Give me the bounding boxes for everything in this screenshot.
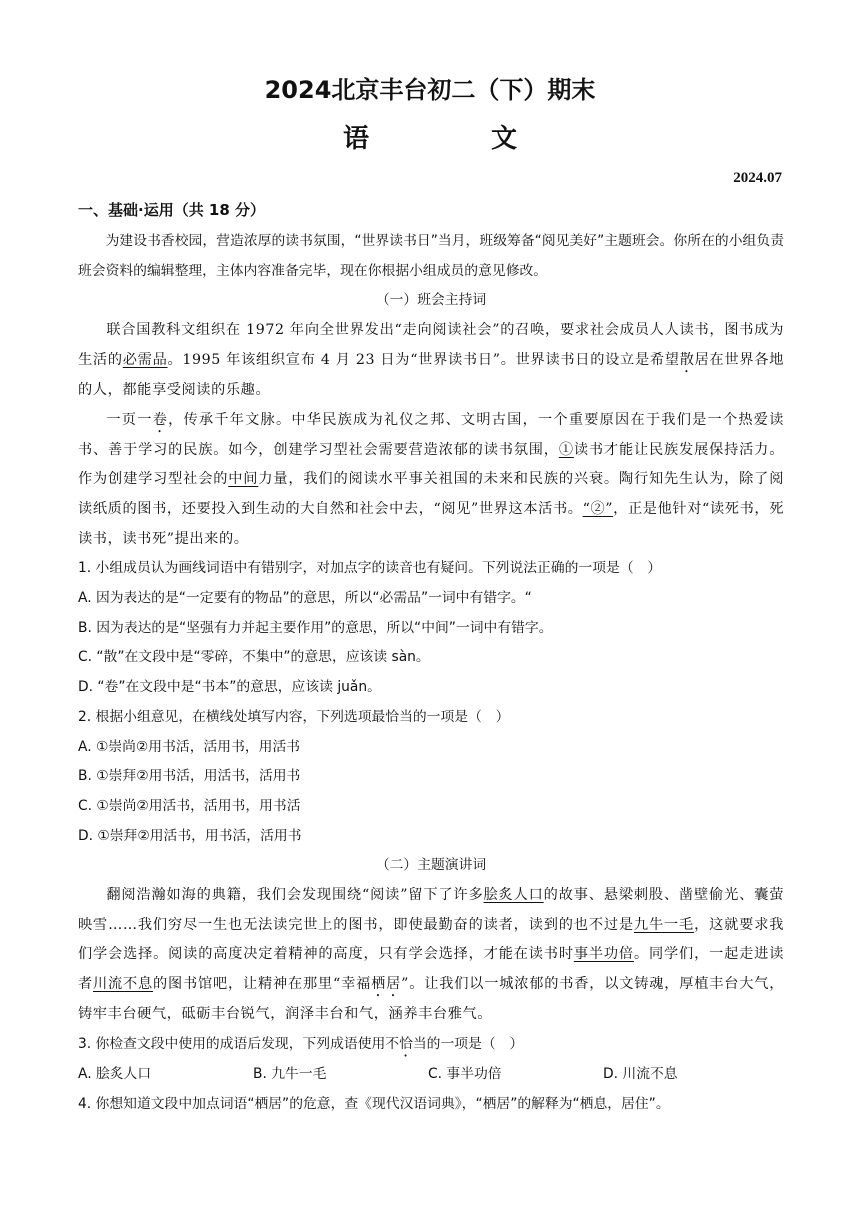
question-1-option-b: B. 因为表达的是“坚强有力并起主要作用”的意思，所以“中间”一词中有错字。 <box>78 619 553 636</box>
part1-title: （一）班会主持词 <box>375 292 487 309</box>
part2-title: （二）主题演讲词 <box>375 857 487 874</box>
question-3-option-d: D. 川流不息 <box>603 1065 678 1082</box>
dotted-char: 卷 <box>152 411 169 428</box>
question-1-option-a: A. 因为表达的是“一定要有的物品”的意思，所以“必需品”一词中有错字。“ <box>78 590 532 607</box>
section-heading: 一、基础·运用（共 18 分） <box>78 201 266 219</box>
exam-title: 2024北京丰台初二（下）期末 <box>264 76 596 104</box>
question-3-options <box>78 1060 784 1090</box>
blank-2: “②” <box>582 500 614 517</box>
question-3-stem: 3. 你检查文段中使用的成语后发现，下列成语使用不恰当的一项是（ ） <box>78 1035 524 1052</box>
document-body <box>78 227 784 1119</box>
underlined-word: 中间 <box>228 471 259 488</box>
question-2-option-b: B. ①崇拜②用书活，用活书，活用书 <box>78 768 301 785</box>
underlined-idiom: 脍炙人口 <box>483 887 544 904</box>
subject-title: 语 文 <box>342 124 565 154</box>
question-2-stem: 2. 根据小组意见，在横线处填写内容，下列选项最恰当的一项是（ ） <box>78 708 510 725</box>
dotted-char: 恰 <box>399 1035 413 1052</box>
underlined-idiom: 川流不息 <box>93 976 154 993</box>
question-1-option-c: C. “散”在文段中是“零碎，不集中”的意思，应该读 sàn。 <box>78 649 430 666</box>
question-1-option-d: D. “卷”在文段中是“书本”的意思，应该读 juǎn。 <box>78 679 381 696</box>
blank-1: ① <box>558 441 574 458</box>
question-4-stem: 4. 你想知道文段中加点词语“栖居”的危意，查《现代汉语词典》，“栖居”的解释为“栖息，居住”。 <box>78 1095 670 1112</box>
exam-date: 2024.07 <box>733 170 782 186</box>
dotted-char: 散 <box>679 351 695 368</box>
host-paragraph-1: 联合国教科文组织在 1972 年向全世界发出“走向阅读社会”的召唤，要求社会成员人人读书，图书成为生活的必需品。1995 年该组织宣布 4 月 23 日为“世界读书日”。世界读书日的设立是希望散居在世界各地的人，都能享受阅读的乐趣。 <box>78 322 784 398</box>
host-paragraph-2: 一页一卷，传承千年文脉。中华民族成为礼仪之邦、文明古国，一个重要原因在于我们是一个热爱读书、善于学习的民族。如今，创建学习型社会需要营造浓郁的读书氛围，①读书才能让民族发展保持活力。作为创建学习型社会的中间力量，我们的阅读水平事关祖国的未来和民族的兴衰。陶行知先生认为，除了阅读纸质的图书，还要投入到生动的大自然和社会中去，“阅见”世界这本活书。“②”，正是他针对“读死书，死读书，读书死”提出来的。 <box>78 411 785 547</box>
intro-paragraph: 为建设书香校园，营造浓厚的读书氛围，“世界读书日”当月，班级筹备“阅见美好”主题班会。你所在的小组负责班会资料的编辑整理，主体内容准备完毕，现在你根据小组成员的意见修改。 <box>78 233 784 279</box>
underlined-idiom: 九牛一毛 <box>633 916 695 933</box>
question-3-option-b: B. 九牛一毛 <box>253 1065 327 1082</box>
speech-paragraph: 翻阅浩瀚如海的典籍，我们会发现围绕“阅读”留下了许多脍炙人口的故事、悬梁刺股、凿壁偷光、囊萤映雪……我们穷尽一生也无法读完世上的图书，即使最勤奋的读者，读到的也不过是九牛一毛，这就要求我们学会选择。阅读的高度决定着精神的高度，只有学会选择，才能在读书时事半功倍。同学们，一起走进读者川流不息的图书馆吧，让精神在那里“幸福栖居”。让我们以一城浓郁的书香，以文铸魂，厚植丰台大气，铸牢丰台硬气，砥砺丰台锐气，润泽丰台和气，涵养丰台雅气。 <box>78 887 785 1023</box>
dotted-word: 栖居 <box>371 976 402 993</box>
question-3-option-a: A. 脍炙人口 <box>78 1065 152 1082</box>
underlined-idiom: 事半功倍 <box>573 946 634 963</box>
question-2-option-d: D. ①崇拜②用活书，用书活，活用书 <box>78 827 302 844</box>
question-1-stem: 1. 小组成员认为画线词语中有错别字，对加点字的读音也有疑问。下列说法正确的一项是（ ） <box>78 560 662 577</box>
question-2-option-c: C. ①崇尚②用活书，活用书，用书活 <box>78 797 301 814</box>
underlined-word: 必需品 <box>122 351 168 368</box>
question-3-option-c: C. 事半功倍 <box>428 1065 502 1082</box>
question-2-option-a: A. ①崇尚②用书活，活用书，用活书 <box>78 738 301 755</box>
